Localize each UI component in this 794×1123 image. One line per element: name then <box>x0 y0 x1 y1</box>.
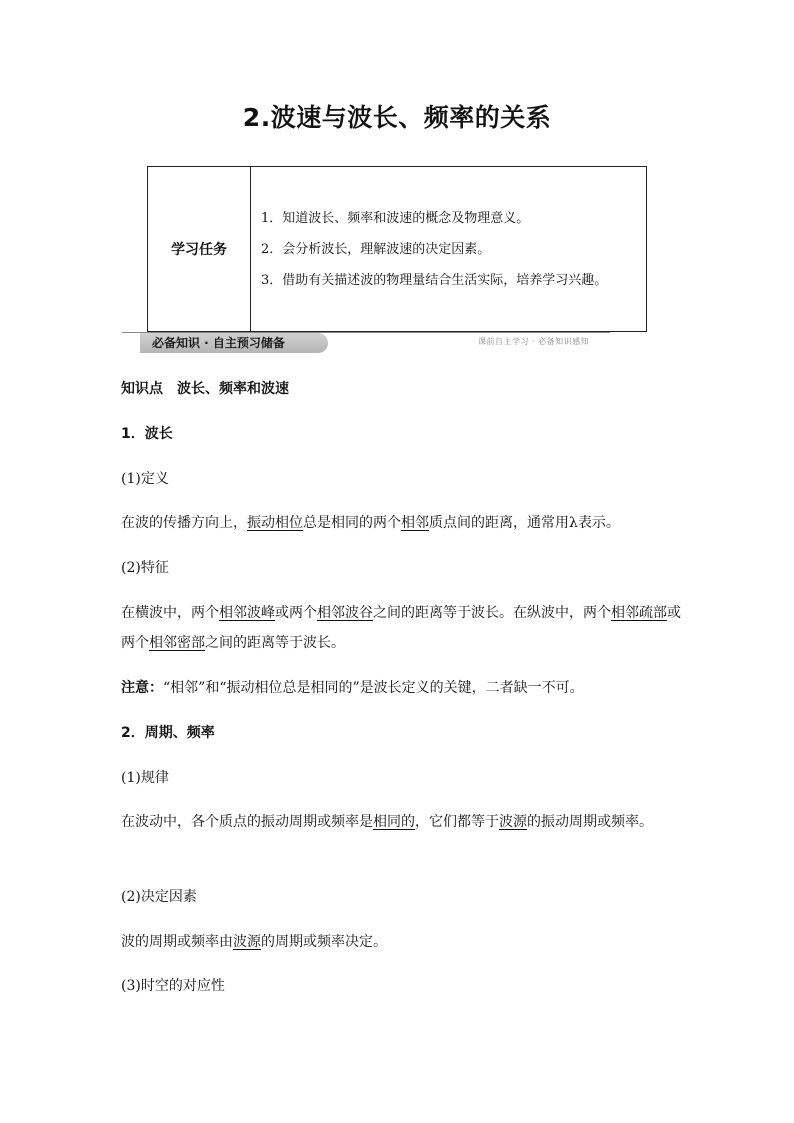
sub-heading-rule: (1)规律 <box>121 770 169 786</box>
learning-task-table <box>147 166 647 332</box>
blank-answer: 振动相位 <box>247 515 303 531</box>
blank-answer: 相邻疏部 <box>611 605 667 621</box>
sub-heading-features: (2)特征 <box>121 560 169 576</box>
heading-wavelength: 1．波长 <box>121 426 173 442</box>
blank-answer: 相同的 <box>373 814 415 830</box>
blank-answer: 相邻波谷 <box>317 605 373 621</box>
note-label: 注意： <box>121 680 163 696</box>
sub-heading-correspondence: (3)时空的对应性 <box>121 978 225 994</box>
section-banner: 必备知识 · 自主预习储备 <box>140 333 328 353</box>
paragraph-definition: 在波的传播方向上，振动相位总是相同的两个相邻质点间的距离，通常用λ表示。 <box>121 515 620 531</box>
task-item: 1．知道波长、频率和波速的概念及物理意义。 <box>261 210 530 226</box>
paragraph-determining-factor: 波的周期或频率由波源的周期或频率决定。 <box>121 934 387 950</box>
task-label: 学习任务 <box>148 167 251 332</box>
blank-answer: 相邻密部 <box>149 635 205 651</box>
paragraph-rule: 在波动中，各个质点的振动周期或频率是相同的，它们都等于波源的振动周期或频率。 <box>121 814 653 830</box>
task-item: 3．借助有关描述波的物理量结合生活实际，培养学习兴趣。 <box>261 272 608 288</box>
task-items <box>251 167 647 332</box>
section-heading: 知识点 波长、频率和波速 <box>121 381 289 397</box>
blank-answer: 波源 <box>233 934 261 950</box>
heading-period-frequency: 2．周期、频率 <box>121 725 215 741</box>
sub-heading-definition: (1)定义 <box>121 471 169 487</box>
blank-answer: 波源 <box>499 814 527 830</box>
sub-heading-determining-factor: (2)决定因素 <box>121 889 197 905</box>
blank-answer: 相邻 <box>401 515 429 531</box>
page-title: 2.波速与波长、频率的关系 <box>242 103 552 132</box>
paragraph-features: 在横波中，两个相邻波峰或两个相邻波谷之间的距离等于波长。在纵波中，两个相邻疏部或两个相邻密部之间的距离等于波长。 <box>121 605 681 651</box>
blank-answer: 相邻波峰 <box>219 605 275 621</box>
note: 注意：“相邻”和“振动相位总是相同的”是波长定义的关键，二者缺一不可。 <box>121 680 584 696</box>
banner-caption: 课前自主学习 · 必备知识感知 <box>478 337 590 346</box>
task-item: 2．会分析波长，理解波速的决定因素。 <box>261 241 491 257</box>
